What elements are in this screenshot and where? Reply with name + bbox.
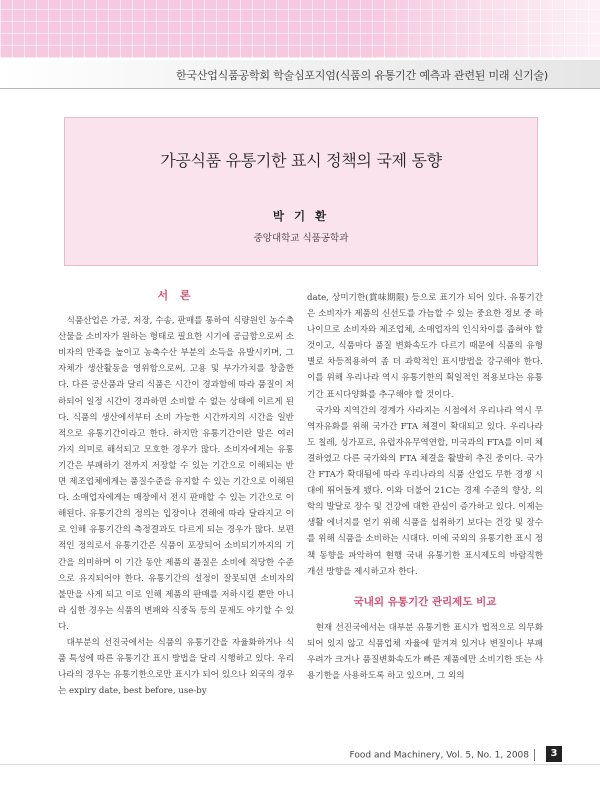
right-paragraph-2: 국가와 지역간의 경계가 사라지는 시점에서 우리나라 역시 무역자유화를 위해 국가간 FTA 체결이 확대되고 있다. 우리나라도 칠레, 싱가포르, 유럽자유무역연합, 미국과의 FTA를 이미 체결하였고 다른 국가와의 FTA 체결을 활발히 추진 중이다. 국가간 FTA가 확대됨에 따라 우리나라의 식품 산업도 무한 경쟁 시대에 뛰어들게 됐다. 이와 더불어 21C는 경제 수준의 향상, 의학의 발달로 장수 및 건강에 대한 관심이 증가하고 있다. 이제는 생활 에너지를 얻기 위해 식품을 섭취하기 보다는 건강 및 장수를 위해 식품을 소비하는 시대다. 이에 국외의 유통기한 표시 정책 동향을 파악하여 현행 국내 유통기한 표시제도의 바람직한 개선 방향을 제시하고자 한다. xyxy=(307,405,543,577)
left-column xyxy=(58,288,294,699)
intro-paragraph-2: 대부분의 선진국에서는 식품의 유통기간을 자율화하거나 식품 특성에 따른 유통기간 표시 방법을 달리 시행하고 있다. 우리나라의 경우는 유통기한으로만 표시가 되어 있으나 외국의 경우는 expiry date, best before, use-by xyxy=(58,637,294,697)
top-decorative-band xyxy=(0,0,600,58)
right-column xyxy=(307,290,543,684)
article-author: 박 기 환 xyxy=(272,209,330,223)
journal-header-text: 한국산업식품공학회 학술심포지엄(식품의 유통기간 예측과 관련된 미래 신기술) xyxy=(175,69,548,82)
section-heading-comparison: 국내외 유통기간 관리제도 비교 xyxy=(353,595,497,608)
footer-journal: Food and Machinery, Vol. 5, No. 1, 2008 xyxy=(349,750,529,761)
page-footer xyxy=(350,749,538,761)
page-number: 3 xyxy=(546,746,562,762)
right-paragraph-1: date, 상미기한(賞味期限) 등으로 표기가 되어 있다. 유통기간은 소비자가 제품의 신선도를 가늠할 수 있는 중요한 정보 중 하나이므로 소비자와 제조업체, 소매업자의 인식차이를 좁혀야 할 것이고, 식품마다 품질 변화속도가 다르기 때문에 식품의 유형별로 차등적용하여 좀 더 과학적인 표시방법을 강구해야 한다. 이를 위해 우리나라 역시 유통기한의 획일적인 적용보다는 유통기간 표시다양화를 추구해야 할 것이다. xyxy=(307,293,543,400)
band-fade xyxy=(370,0,600,58)
author-affiliation: 중앙대학교 식품공학과 xyxy=(253,233,349,244)
article-title: 가공식품 유통기한 표시 정책의 국제 동향 xyxy=(160,151,442,170)
intro-paragraph-1: 식품산업은 가공, 저장, 수송, 판매를 통하여 식량원인 농수축산물을 소비자가 원하는 형태로 필요한 시기에 공급함으로써 소비자의 만족을 높이고 농축수산 부분의 소득을 유발시키며, 그 자체가 생산활동을 영위함으로써, 고용 및 부가가치를 창출한다. 다른 공산품과 달리 식품은 시간이 경과함에 따라 품질이 저하되어 일정 시간이 경과하면 소비할 수 없는 상태에 이르게 된다. 식품의 생산에서부터 소비 가능한 시간까지의 시간을 일반적으로 유통기간이라고 한다. 하지만 유통기간이란 말은 여러 가지 의미로 해석되고 모호한 경우가 많다. 소비자에게는 유통기간은 부패하기 전까지 저장할 수 있는 기간으로 이해되는 반면 제조업체에게는 품질수준을 유지할 수 있는 기간으로 이해된다. 소매업자에게는 매장에서 전시 판매할 수 있는 기간으로 이해된다. 유통기간의 정의는 입장이나 견해에 따라 달라지고 이로 인해 유통기간의 측정결과도 다르게 되는 경우가 많다. 보편적인 정의로서 유통기간은 식품이 포장되어 소비되기까지의 기간을 의미하며 이 기간 동안 제품의 품질은 소비에 적당한 수준으로 유지되어야 한다. 유통기간의 설정이 잘못되면 소비자의 불만을 사게 되고 이로 인해 제품의 판매를 저하시킬 뿐만 아니라 심한 경우는 식품의 변패와 식중독 등의 문제도 야기할 수 있다. xyxy=(58,316,294,632)
bottom-rule xyxy=(0,764,600,765)
comparison-paragraph-1: 현재 선진국에서는 대부분 유통기한 표시가 법적으로 의무화되어 있지 않고 식품업체 자율에 맡겨져 있거나 변질이나 부패우려가 크거나 품질변화속도가 빠른 제품에만 소비기한 또는 사용기한을 사용하도록 하고 있으며, 그 외의 xyxy=(307,622,543,682)
section-heading-intro: 서 론 xyxy=(157,289,195,302)
footer-separator xyxy=(534,749,535,761)
title-box xyxy=(64,117,538,266)
